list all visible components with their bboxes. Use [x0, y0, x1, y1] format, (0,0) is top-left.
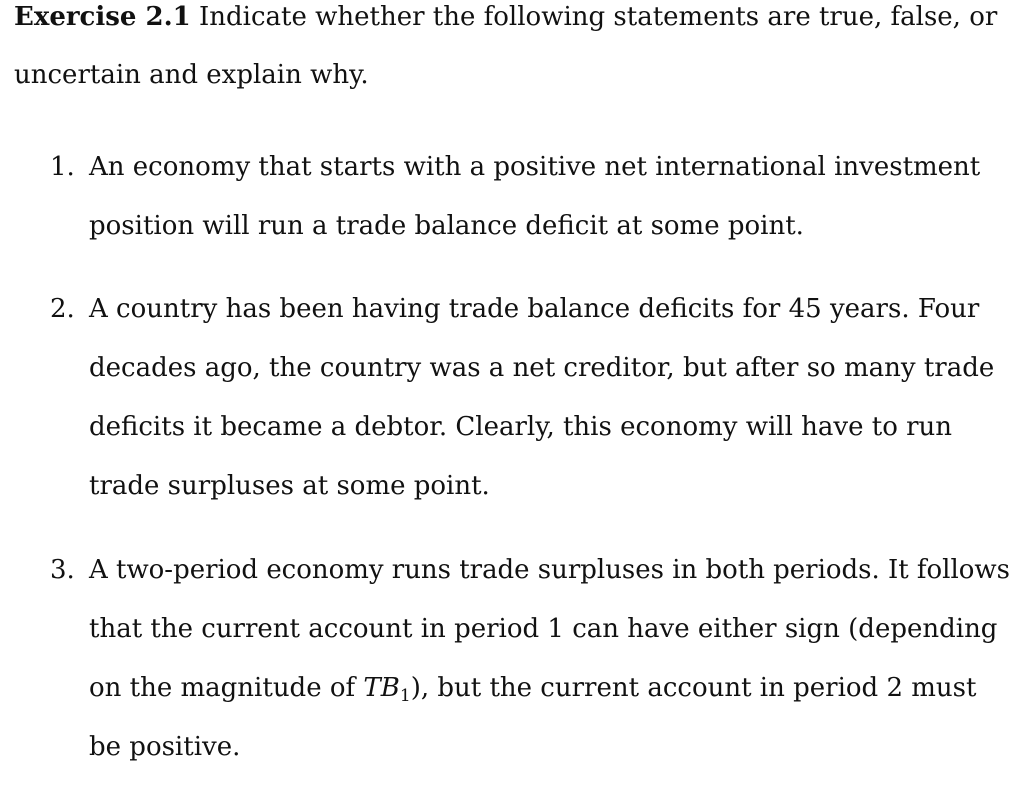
math-variable-tb: TB [363, 673, 400, 703]
item-text-line: A country has been having trade balance deficits for 45 years. Four [89, 294, 980, 324]
item-text-line: trade surpluses at some point. [89, 471, 490, 501]
item-text-line: that the current account in period 1 can have either sign (depending [89, 614, 998, 644]
item-text-line: position will run a trade balance deficit at some point. [89, 211, 804, 241]
item-number: 2. [50, 294, 75, 324]
exercise-label: Exercise 2.1 [14, 2, 191, 32]
item-text-line: A two-period economy runs trade surpluses in both periods. It follows [89, 555, 1010, 585]
exercise-intro-line1: Indicate whether the following statements are true, false, or [199, 2, 998, 32]
item-text-line: deficits it became a debtor. Clearly, this economy will have to run [89, 412, 953, 442]
item-text-fragment: ), but the current account in period 2 must [410, 673, 977, 703]
item-number: 3. [50, 555, 75, 585]
item-text-line: be positive. [89, 732, 241, 762]
item-text-line: decades ago, the country was a net creditor, but after so many trade [89, 353, 995, 383]
math-subscript: 1 [399, 686, 411, 706]
item-text-line-math [89, 673, 977, 706]
item-text-line: An economy that starts with a positive net international investment [89, 152, 981, 182]
exercise-intro-line2: uncertain and explain why. [14, 60, 369, 90]
item-text-fragment: on the magnitude of [89, 673, 364, 703]
item-number: 1. [50, 152, 75, 182]
exercise-heading [14, 2, 998, 32]
